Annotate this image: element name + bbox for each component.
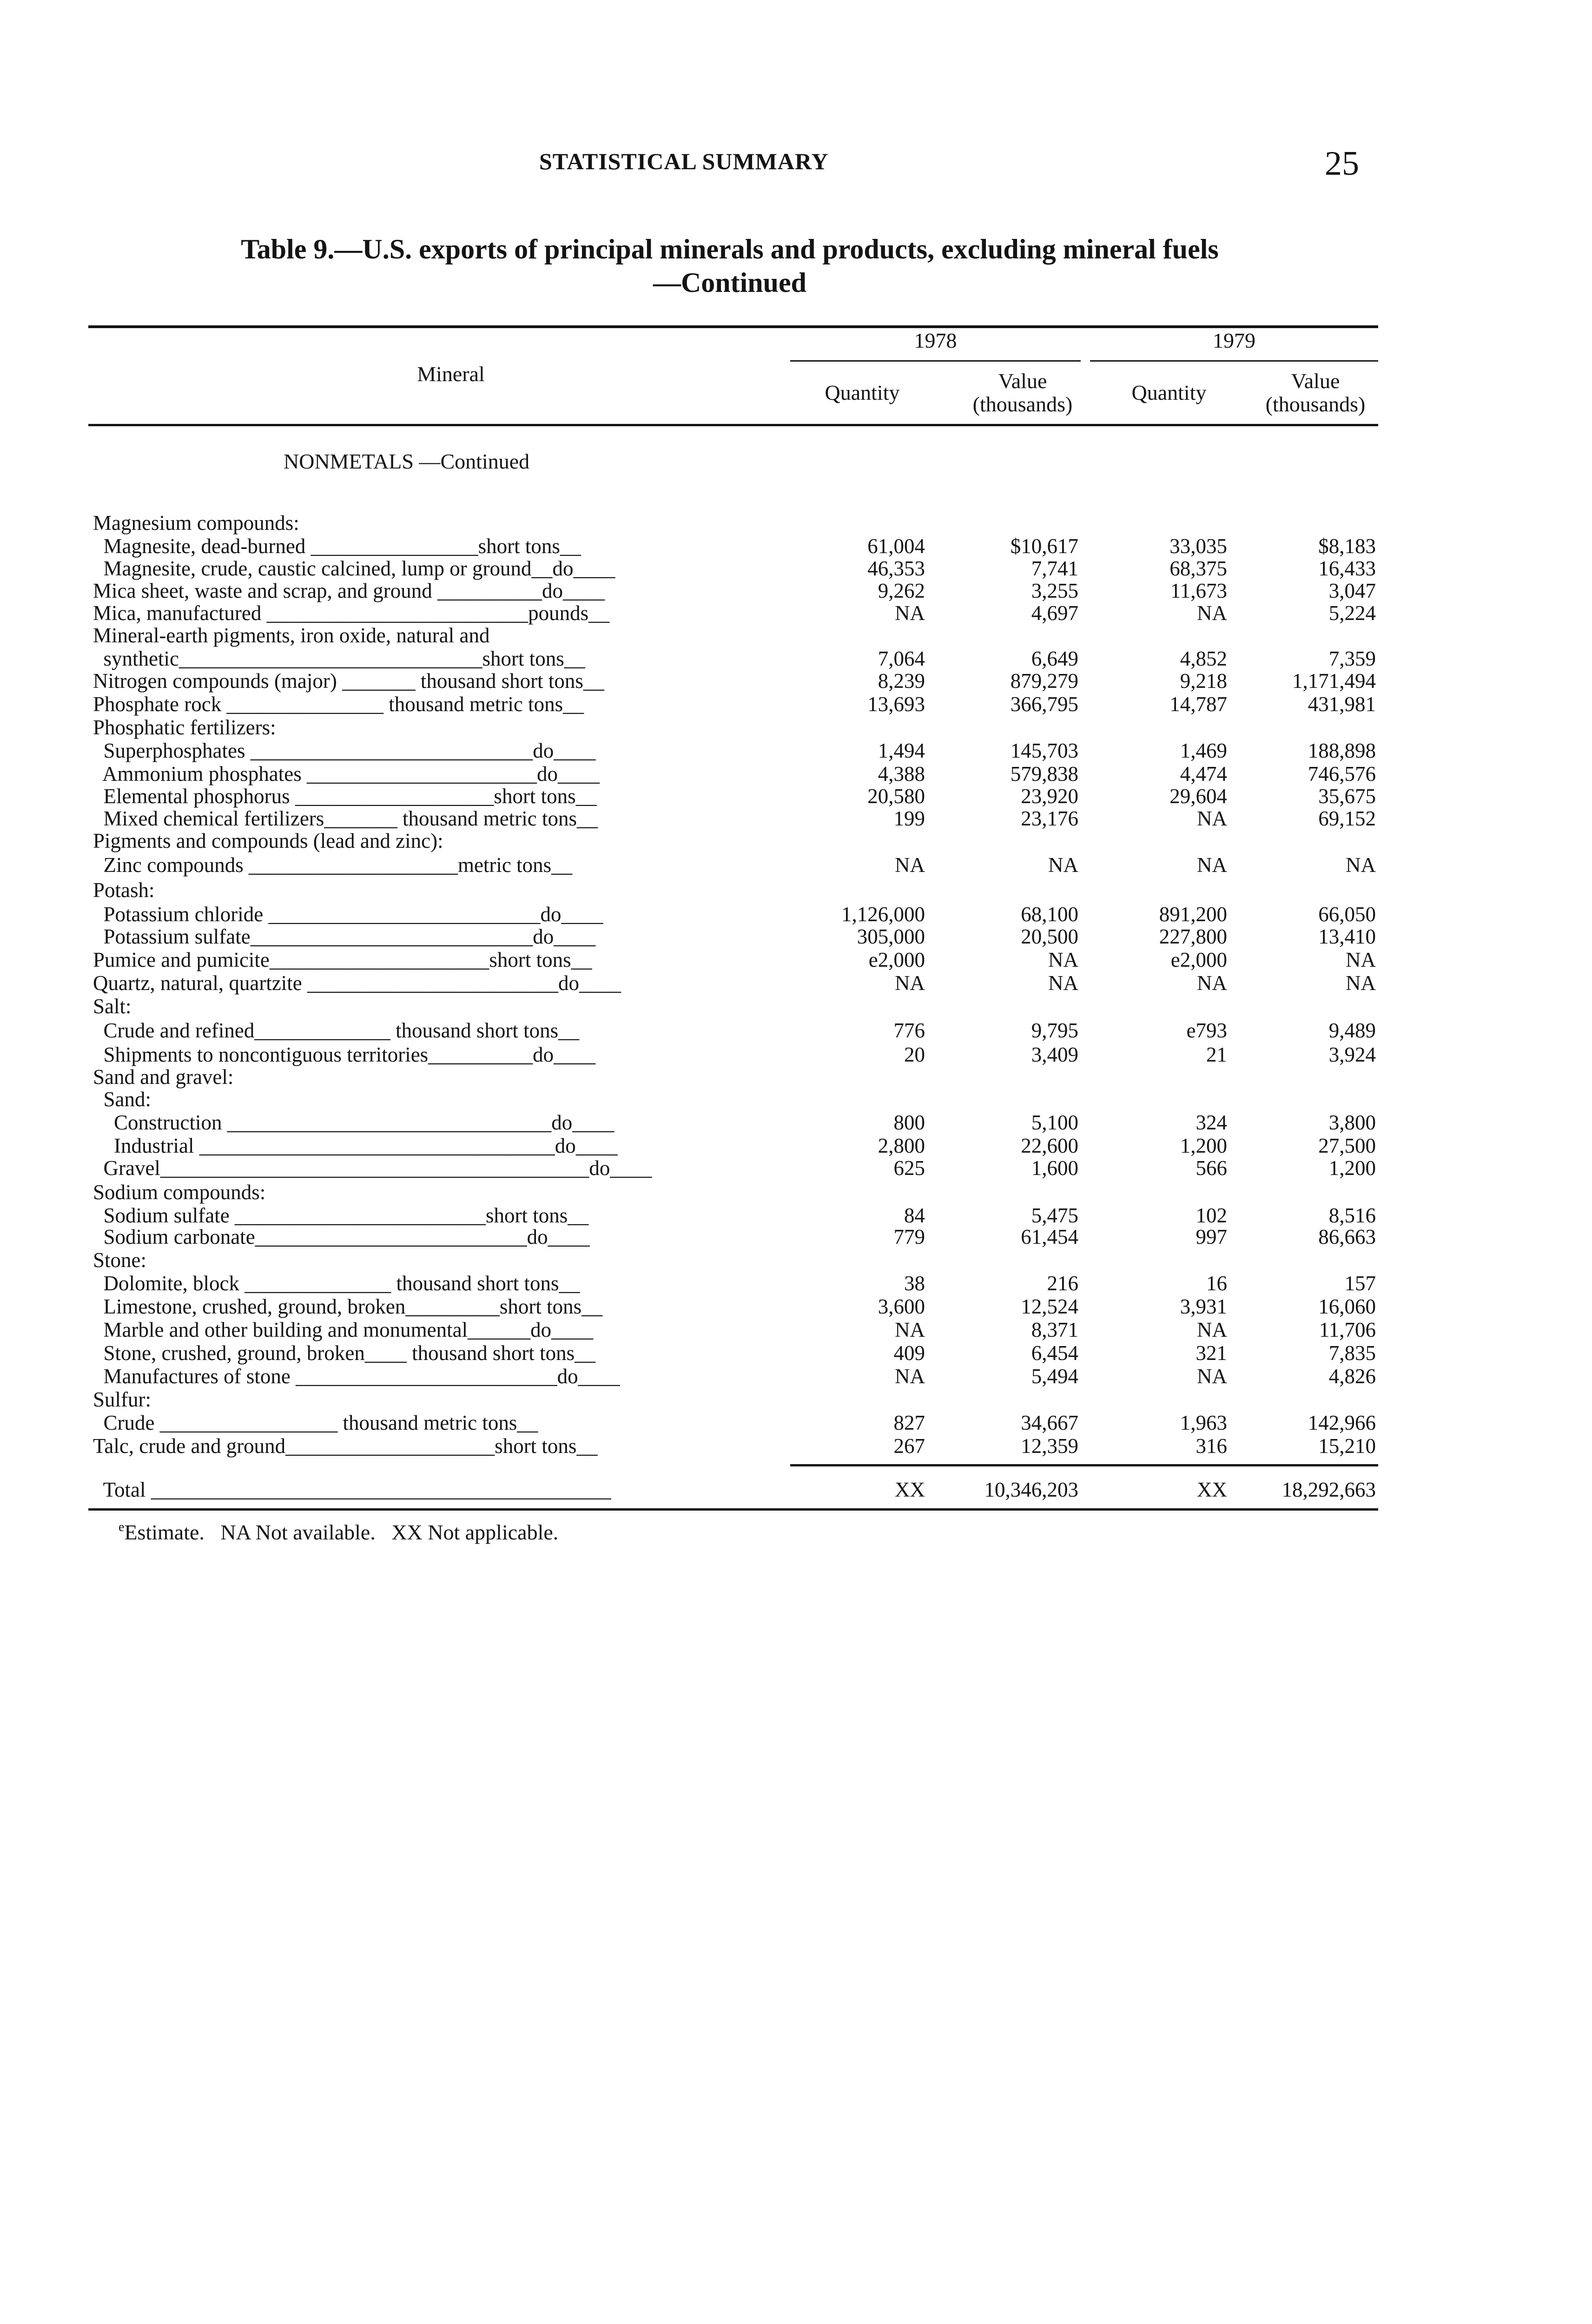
table-row [0,557,1592,580]
value-1978-cell: 68,100 [1021,903,1078,926]
quantity-1978-cell: 9,262 [878,579,925,602]
table-row [0,624,1592,647]
value-1979-cell: 13,410 [1318,925,1376,948]
quantity-1978-cell: 4,388 [878,762,925,786]
table-row [0,948,1592,971]
total-value-1979: 18,292,663 [1282,1478,1376,1501]
quantity-1978-cell: 7,064 [878,647,925,670]
table-row [0,1318,1592,1341]
table-row [0,1043,1592,1066]
value-1979-cell: 35,675 [1318,785,1376,808]
value-1978-cell: $10,617 [1010,535,1078,558]
value-1979-cell: NA [1346,971,1376,995]
table-row [0,1181,1592,1204]
table-row [0,1434,1592,1458]
value-1978-cell: 6,649 [1031,647,1078,670]
mineral-label: Phosphatic fertilizers: [93,716,276,739]
quantity-1979-cell: 4,474 [1180,762,1227,786]
table-row [0,739,1592,762]
value-1978-cell: 8,371 [1031,1318,1078,1341]
estimate-note: Estimate. [124,1520,205,1544]
quantity-1979-cell: 14,787 [1169,693,1227,716]
total-rule [790,1464,1378,1466]
mineral-label: Sulfur: [93,1388,152,1411]
quantity-1979-cell: 566 [1196,1156,1227,1180]
quantity-1978-cell: 305,000 [857,925,925,948]
section-title: STATISTICAL SUMMARY [539,148,829,174]
value-1979-cell: 16,060 [1318,1295,1376,1318]
quantity-1978-cell: 46,353 [867,557,925,580]
value-1979-cell: 8,516 [1328,1204,1376,1227]
quantity-1978-cell: NA [895,1318,925,1341]
mineral-label: Superphosphates ___________________________do____ [93,739,596,762]
quantity-1978-cell: 267 [893,1434,925,1458]
value-1978-cell: 9,795 [1031,1019,1078,1042]
table-row [0,1204,1592,1227]
quantity-1978-cell: 199 [893,807,925,830]
table-row [0,971,1592,995]
mineral-label: synthetic_____________________________short tons__ [93,647,585,670]
value-1979-cell: 1,171,494 [1292,669,1376,693]
table-row [0,853,1592,877]
quantity-1978-cell: 409 [893,1341,925,1365]
table-row [0,785,1592,808]
mineral-label: Pumice and pumicite_____________________short tons__ [93,948,592,971]
mineral-label: Mica sheet, waste and scrap, and ground __________do____ [93,579,605,602]
table-row [0,1295,1592,1318]
value-1978-cell: 6,454 [1031,1341,1078,1365]
mineral-label: Sodium sulfate ________________________short tons__ [93,1204,589,1227]
mineral-label: Potash: [93,878,155,902]
mineral-label: Ammonium phosphates ______________________do____ [93,762,600,786]
value-1978-cell: 5,494 [1031,1365,1078,1388]
table-row [0,1225,1592,1248]
mineral-label: Pigments and compounds (lead and zinc): [93,829,443,852]
value-1979-cell: 66,050 [1318,903,1376,926]
value-1978-cell: 3,255 [1031,579,1078,602]
value-1979-cell: 7,835 [1328,1341,1376,1365]
value-1978-cell: 5,475 [1031,1204,1078,1227]
quantity-1979-cell: e2,000 [1170,948,1227,971]
na-note: NA Not available. [204,1520,376,1544]
table-row [0,535,1592,558]
mineral-label: Marble and other building and monumental______do____ [93,1318,594,1341]
value-1979-header-line2: (thousands) [1265,392,1366,416]
quantity-1979-cell: NA [1197,807,1227,830]
value-1979-cell: 16,433 [1318,557,1376,580]
quantity-1979-cell: NA [1197,853,1227,877]
table-row [0,1019,1592,1042]
value-1978-cell: 879,279 [1010,669,1078,693]
year-1978-header: 1978 [914,329,957,352]
value-1979-cell: 746,576 [1308,762,1376,786]
quantity-1979-cell: NA [1197,971,1227,995]
table-row [0,647,1592,670]
quantity-1979-cell: 21 [1206,1043,1227,1066]
mineral-label: Phosphate rock _______________ thousand metric tons__ [93,693,584,716]
value-1979-cell: 27,500 [1318,1134,1376,1157]
value-1978-cell: NA [1048,948,1078,971]
mineral-label: Industrial __________________________________do____ [93,1134,618,1157]
value-1978-cell: NA [1048,971,1078,995]
value-1978-cell: 12,524 [1021,1295,1078,1318]
mineral-label: Salt: [93,995,132,1018]
value-1979-cell: NA [1346,948,1376,971]
total-label: Total ____________________________________________ [93,1478,611,1501]
quantity-1978-cell: NA [895,971,925,995]
quantity-1979-cell: NA [1197,1365,1227,1388]
value-1978-cell: 366,795 [1010,693,1078,716]
value-1979-cell: 142,966 [1308,1411,1376,1434]
quantity-1979-cell: NA [1197,601,1227,625]
mineral-label: Stone, crushed, ground, broken____ thousand short tons__ [93,1341,596,1365]
value-1979-cell: 4,826 [1328,1365,1376,1388]
quantity-1978-cell: 3,600 [878,1295,925,1318]
quantity-1978-cell: 776 [893,1019,925,1042]
mineral-label: Stone: [93,1248,147,1272]
value-1978-cell: 1,600 [1031,1156,1078,1180]
value-1978-header [944,370,1102,416]
value-1978-header-line1: Value [998,369,1047,393]
xx-note: XX Not applicable. [375,1520,559,1544]
quantity-1979-cell: 9,218 [1180,669,1227,693]
table-row [0,925,1592,948]
table-row [0,995,1592,1018]
table-row [0,1411,1592,1434]
value-1979-cell: 431,981 [1308,693,1376,716]
value-1978-header-line2: (thousands) [972,392,1073,416]
table-row [0,1388,1592,1411]
value-1978-cell: 216 [1047,1272,1078,1295]
total-quantity-1979: XX [1197,1478,1227,1501]
year-1978-rule [790,360,1081,362]
table-row [0,829,1592,852]
quantity-1979-cell: 891,200 [1159,903,1227,926]
quantity-1979-cell: 11,673 [1170,579,1227,602]
quantity-1978-cell: 20 [904,1043,925,1066]
mineral-label: Limestone, crushed, ground, broken_________short tons__ [93,1295,603,1318]
table-title-line2: —Continued [653,267,807,298]
quantity-1979-cell: 227,800 [1159,925,1227,948]
quantity-1978-cell: NA [895,601,925,625]
quantity-1978-cell: 8,239 [878,669,925,693]
value-1979-cell: 11,706 [1319,1318,1376,1341]
estimate-marker: e [119,1520,125,1534]
mineral-label: Manufactures of stone _________________________do____ [93,1365,620,1388]
value-1978-cell: 4,697 [1031,601,1078,625]
value-1978-cell: 20,500 [1021,925,1078,948]
table-row [0,1341,1592,1365]
quantity-1978-cell: 38 [904,1272,925,1295]
value-1978-cell: NA [1048,853,1078,877]
quantity-1979-cell: 16 [1206,1272,1227,1295]
quantity-1979-header: Quantity [1131,381,1207,404]
mineral-label: Mineral-earth pigments, iron oxide, natural and [93,624,490,647]
table-row [0,807,1592,830]
table-row [0,601,1592,625]
table-row [0,878,1592,902]
table-row [0,1088,1592,1111]
value-1979-cell: 7,359 [1328,647,1376,670]
quantity-1978-cell: 84 [904,1204,925,1227]
mineral-label: Crude _________________ thousand metric tons__ [93,1411,538,1434]
table-row [0,762,1592,786]
value-1979-cell: 3,924 [1328,1043,1376,1066]
value-1979-cell: 157 [1344,1272,1376,1295]
table-row [0,511,1592,535]
quantity-1979-cell: 4,852 [1180,647,1227,670]
table-row [0,1065,1592,1089]
quantity-1978-cell: NA [895,1365,925,1388]
table-row [0,693,1592,716]
value-1979-cell: 3,800 [1328,1111,1376,1134]
table-row [0,716,1592,739]
table-title-line1: Table 9.—U.S. exports of principal minerals and products, excluding mineral fuels [241,234,1219,264]
footnote [119,1520,558,1545]
quantity-1979-cell: 68,375 [1169,557,1227,580]
value-1978-cell: 7,741 [1031,557,1078,580]
mineral-label: Sand and gravel: [93,1065,234,1089]
mineral-label: Mixed chemical fertilizers_______ thousand metric tons__ [93,807,598,830]
table-row [0,669,1592,693]
value-1979-cell: NA [1346,853,1376,877]
value-1978-cell: 22,600 [1021,1134,1078,1157]
mineral-label: Elemental phosphorus ___________________short tons__ [93,785,597,808]
value-1979-cell: 3,047 [1328,579,1376,602]
mineral-label: Sand: [93,1088,152,1111]
table-row [0,1111,1592,1134]
quantity-1979-cell: e793 [1186,1019,1227,1042]
mineral-label: Talc, crude and ground____________________short tons__ [93,1434,598,1458]
quantity-1979-cell: 3,931 [1180,1295,1227,1318]
quantity-1978-cell: 625 [893,1156,925,1180]
table-row [0,903,1592,926]
quantity-1979-cell: 1,963 [1180,1411,1227,1434]
mineral-label: Mica, manufactured _________________________pounds__ [93,601,610,625]
value-1979-header-line1: Value [1291,369,1340,393]
mineral-label: Gravel_________________________________________do____ [93,1156,652,1180]
quantity-1978-cell: 20,580 [867,785,925,808]
table-row [0,1156,1592,1180]
mineral-label: Potassium chloride __________________________do____ [93,903,603,926]
total-row [0,1478,1592,1501]
mineral-label: Shipments to noncontiguous territories__________do____ [93,1043,596,1066]
running-head [0,145,1592,183]
table-row [0,1365,1592,1388]
quantity-1979-cell: 33,035 [1169,535,1227,558]
mineral-label: Magnesite, dead-burned ________________short tons__ [93,535,581,558]
table-title [88,232,1371,299]
value-1979-cell: 188,898 [1308,739,1376,762]
table-bottom-rule [88,1508,1378,1511]
quantity-1979-cell: 321 [1196,1341,1227,1365]
quantity-1979-cell: 1,469 [1180,739,1227,762]
value-1978-cell: 3,409 [1031,1043,1078,1066]
table-row [0,579,1592,602]
mineral-label: Zinc compounds ____________________metric tons__ [93,853,573,877]
value-1978-cell: 61,454 [1021,1225,1078,1248]
quantity-1979-cell: 997 [1196,1225,1227,1248]
quantity-1978-cell: 1,494 [878,739,925,762]
quantity-1978-cell: 779 [893,1225,925,1248]
table-row [0,1134,1592,1157]
quantity-1979-cell: 324 [1196,1111,1227,1134]
value-1979-cell: 86,663 [1318,1225,1376,1248]
year-1979-header: 1979 [1213,329,1255,352]
value-1978-cell: 34,667 [1021,1411,1078,1434]
value-1979-header [1236,370,1394,416]
quantity-1979-cell: 102 [1196,1204,1227,1227]
value-1978-cell: 12,359 [1021,1434,1078,1458]
quantity-1979-cell: 316 [1196,1434,1227,1458]
section-label: NONMETALS —Continued [284,449,530,473]
value-1979-cell: 15,210 [1318,1434,1376,1458]
mineral-label: Magnesium compounds: [93,511,299,535]
value-1979-cell: 1,200 [1328,1156,1376,1180]
quantity-1979-cell: NA [1197,1318,1227,1341]
mineral-label: Sodium carbonate__________________________do____ [93,1225,590,1248]
value-1978-cell: 23,920 [1021,785,1078,808]
quantity-1978-cell: 61,004 [867,535,925,558]
quantity-1978-header: Quantity [825,381,900,404]
page-number: 25 [1325,145,1359,183]
table-row [0,1272,1592,1295]
value-1979-cell: 5,224 [1328,601,1376,625]
mineral-label: Dolomite, block ______________ thousand short tons__ [93,1272,580,1295]
table-row [0,1248,1592,1272]
quantity-1978-cell: 1,126,000 [841,903,925,926]
mineral-label: Potassium sulfate___________________________do____ [93,925,596,948]
mineral-label: Crude and refined_____________ thousand short tons__ [93,1019,580,1042]
quantity-1979-cell: 1,200 [1180,1134,1227,1157]
value-1978-cell: 5,100 [1031,1111,1078,1134]
mineral-label: Nitrogen compounds (major) _______ thousand short tons__ [93,669,604,693]
quantity-1979-cell: 29,604 [1169,785,1227,808]
quantity-1978-cell: 2,800 [878,1134,925,1157]
mineral-label: Construction _______________________________do____ [93,1111,614,1134]
mineral-header: Mineral [417,362,485,386]
quantity-1978-cell: 13,693 [867,693,925,716]
total-value-1978: 10,346,203 [984,1478,1078,1501]
mineral-label: Sodium compounds: [93,1181,266,1204]
total-quantity-1978: XX [895,1478,925,1501]
header-bottom-rule [88,424,1378,426]
value-1978-cell: 145,703 [1010,739,1078,762]
quantity-1978-cell: NA [895,853,925,877]
mineral-label: Quartz, natural, quartzite ________________________do____ [93,971,621,995]
year-1979-rule [1090,360,1378,362]
value-1978-cell: 23,176 [1021,807,1078,830]
quantity-1978-cell: 827 [893,1411,925,1434]
quantity-1978-cell: e2,000 [868,948,925,971]
mineral-label: Magnesite, crude, caustic calcined, lump or ground__do____ [93,557,615,580]
value-1979-cell: 9,489 [1328,1019,1376,1042]
table-top-rule [88,325,1378,328]
quantity-1978-cell: 800 [893,1111,925,1134]
value-1979-cell: 69,152 [1318,807,1376,830]
value-1978-cell: 579,838 [1010,762,1078,786]
value-1979-cell: $8,183 [1318,535,1376,558]
